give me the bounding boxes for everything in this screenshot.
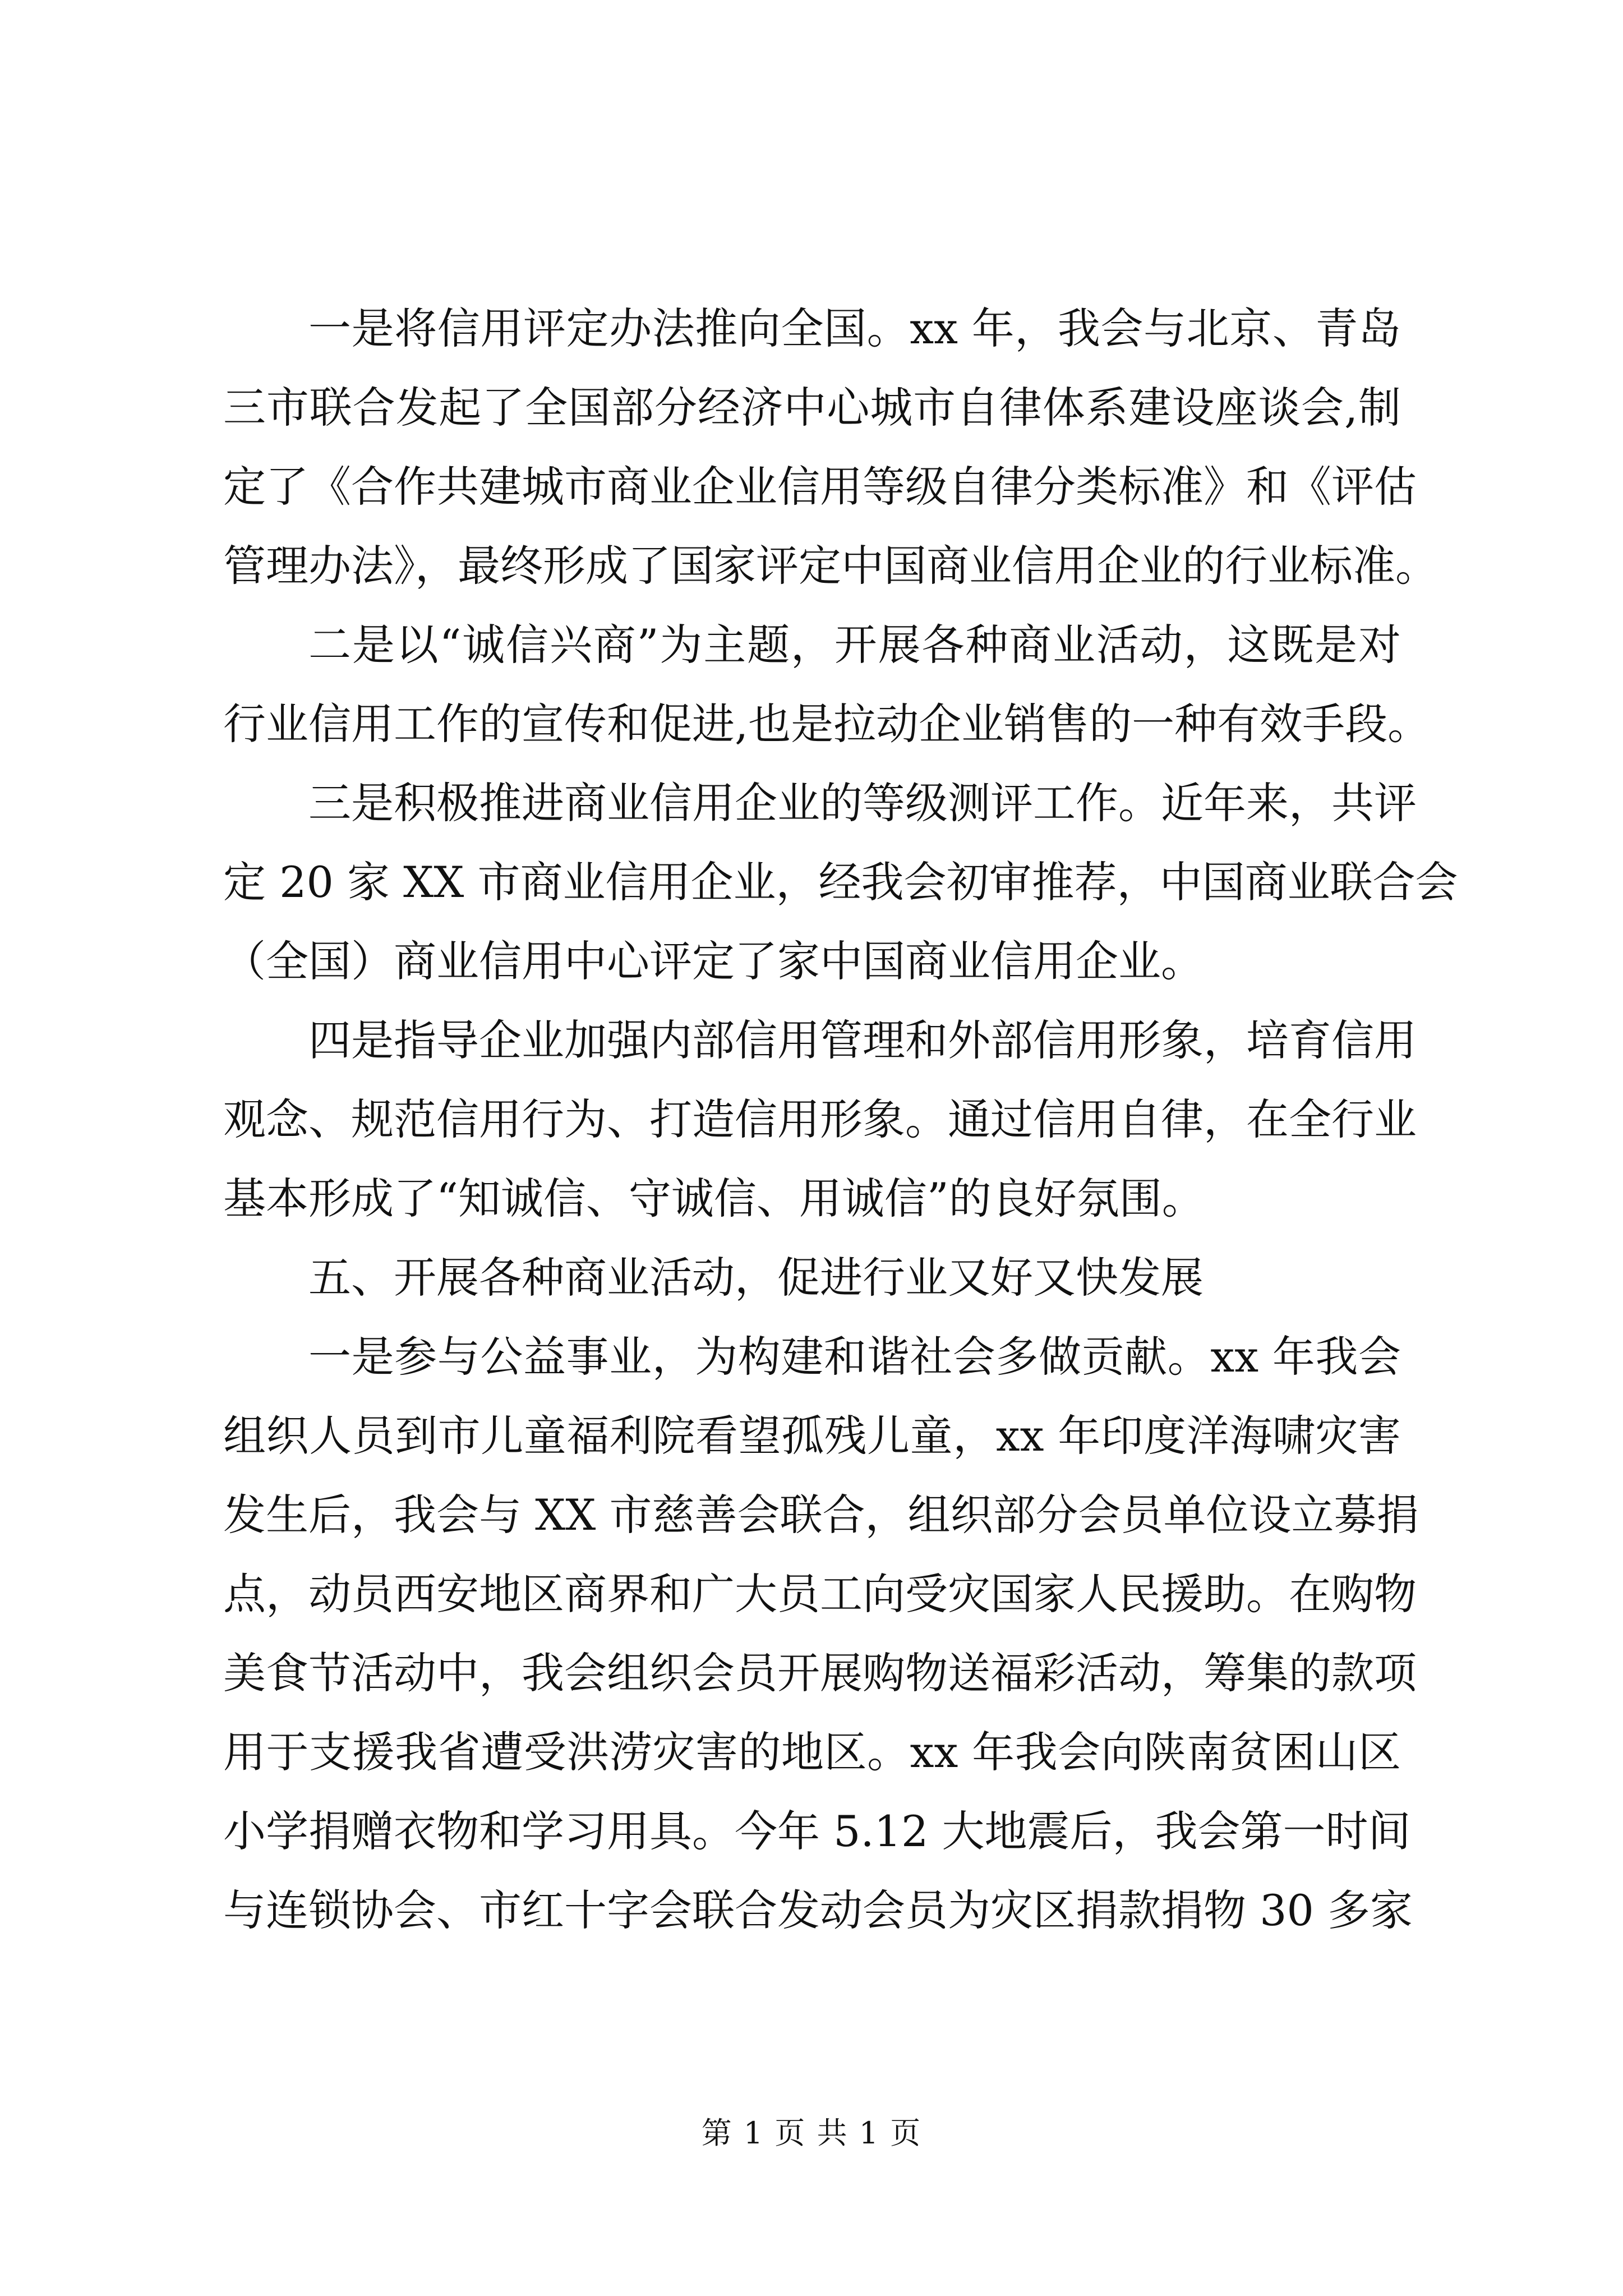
text-line: 美食节活动中，我会组织会员开展购物送福彩活动，筹集的款项 xyxy=(223,1648,1417,1698)
text-line: 点，动员西安地区商界和广大员工向受灾国家人民援助。在购物 xyxy=(223,1569,1417,1619)
text-line: 三是积极推进商业信用企业的等级测评工作。近年来，共评 xyxy=(308,778,1417,828)
page-footer: 第 1 页 共 1 页 xyxy=(701,2115,922,2151)
text-line: 一是参与公益事业，为构建和谐社会多做贡献。xx 年我会 xyxy=(308,1332,1401,1382)
text-line: 与连锁协会、市红十字会联合发动会员为灾区捐款捐物 30 多家 xyxy=(223,1885,1413,1935)
text-line: 用于支援我省遭受洪涝灾害的地区。xx 年我会向陕南贫困山区 xyxy=(223,1727,1401,1777)
document-body xyxy=(223,289,1458,1950)
section-heading: 五、开展各种商业活动，促进行业又好又快发展 xyxy=(308,1253,1204,1303)
text-line: 基本形成了“知诚信、守诚信、用诚信”的良好氛围。 xyxy=(223,1174,1205,1223)
text-line: 管理办法》，最终形成了国家评定中国商业信用企业的行业标准。 xyxy=(223,541,1438,591)
text-line: 行业信用工作的宣传和促进,也是拉动企业销售的一种有效手段。 xyxy=(223,699,1431,749)
text-line: 组织人员到市儿童福利院看望孤残儿童，xx 年印度洋海啸灾害 xyxy=(223,1411,1401,1461)
text-line: 一是将信用评定办法推向全国。xx 年，我会与北京、青岛 xyxy=(308,303,1401,353)
text-line: 观念、规范信用行为、打造信用形象。通过信用自律，在全行业 xyxy=(223,1094,1417,1144)
text-line: 小学捐赠衣物和学习用具。今年 5.12 大地震后，我会第一时间 xyxy=(223,1806,1411,1856)
text-line: 定 20 家 XX 市商业信用企业，经我会初审推荐，中国商业联合会 xyxy=(223,857,1458,907)
text-line: （全国）商业信用中心评定了家中国商业信用企业。 xyxy=(223,936,1204,986)
text-line: 四是指导企业加强内部信用管理和外部信用形象，培育信用 xyxy=(308,1015,1417,1065)
text-line: 三市联合发起了全国部分经济中心城市自律体系建设座谈会,制 xyxy=(223,383,1401,432)
text-line: 定了《合作共建城市商业企业信用等级自律分类标准》和《评估 xyxy=(223,462,1417,512)
text-line: 二是以“诚信兴商”为主题，开展各种商业活动，这既是对 xyxy=(308,620,1401,670)
text-line: 发生后，我会与 XX 市慈善会联合，组织部分会员单位设立募捐 xyxy=(223,1490,1419,1540)
